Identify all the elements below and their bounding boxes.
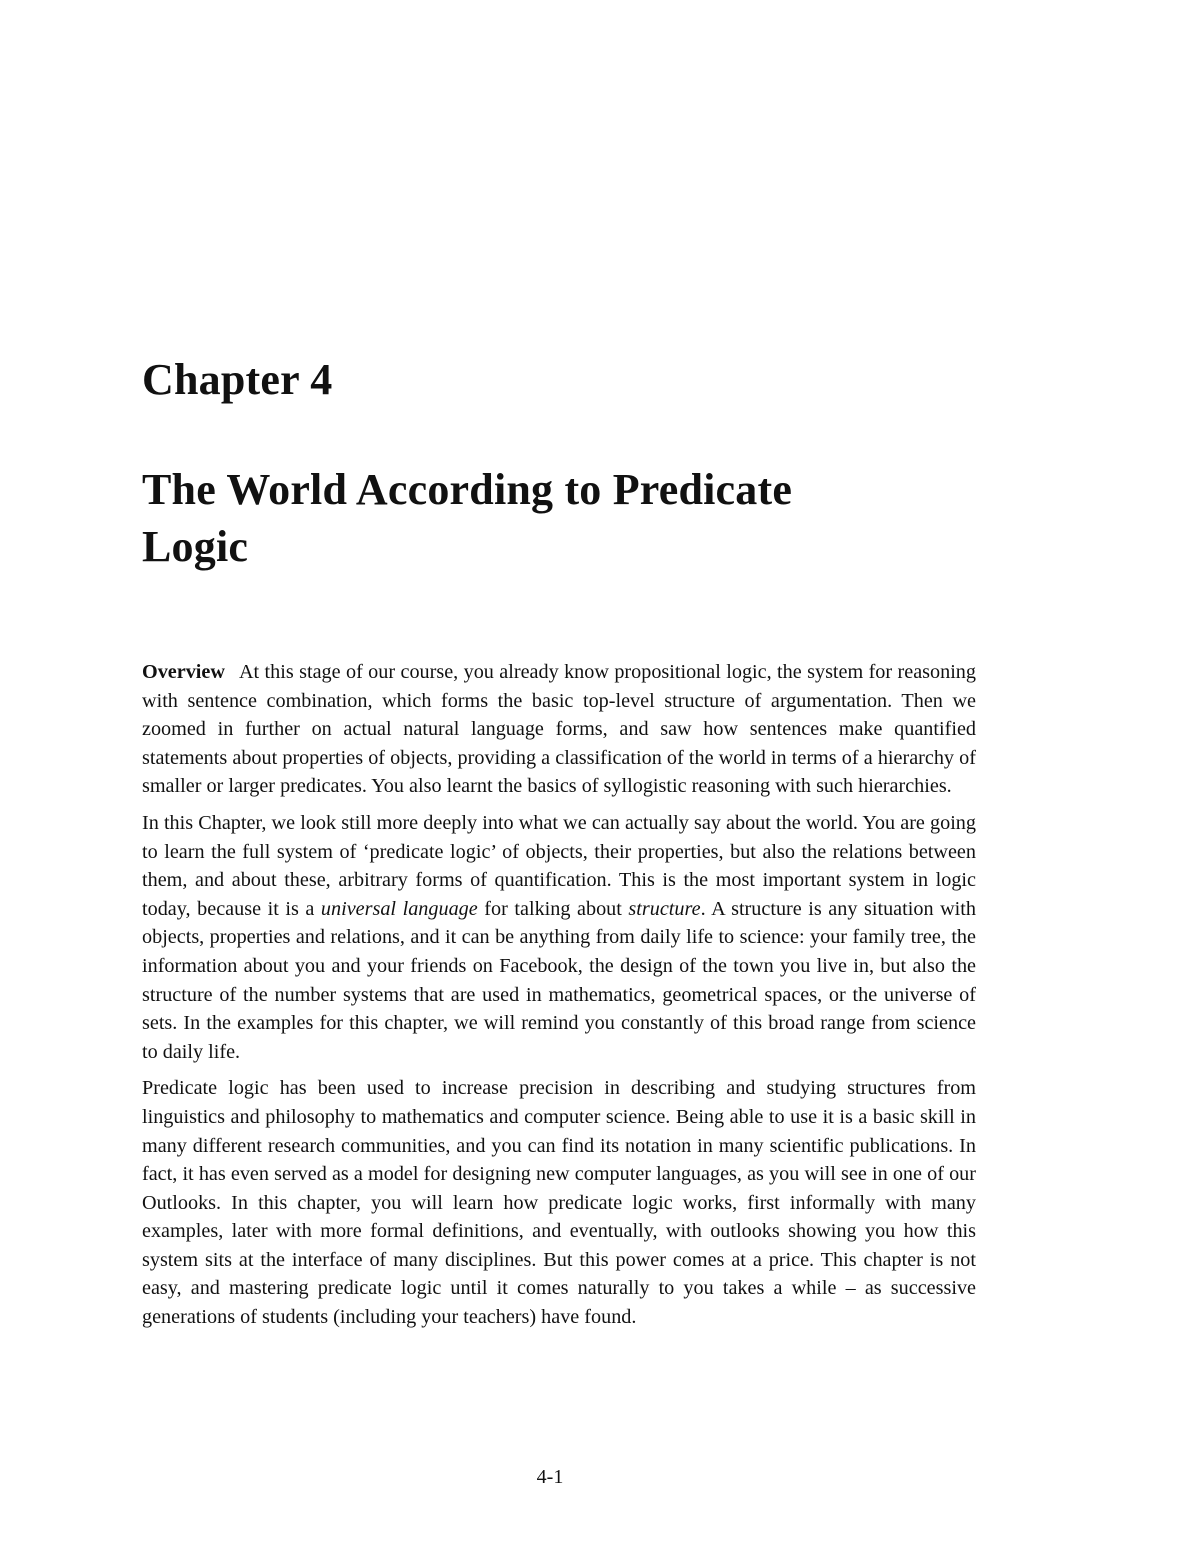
chapter-title-line-2: Logic [142,522,249,571]
page-number: 4-1 [536,1466,564,1488]
structure-paragraph-text-a: In this Chapter, we look still more deeply into what we can actually say about the world. You are going to learn the full system of ‘predicate logic’ of objects, their properties, but also the relations between them, and about these, arbitrary forms of quantification. This is the most important system in logic today, because it is a [142,811,976,920]
emphasis-structure: structure [628,897,701,920]
chapter-title-line-1: The World According to Predicate [142,465,793,514]
emphasis-universal-language: universal language [320,897,478,920]
structure-paragraph-text-c: . A structure is any situation with objects, properties and relations, and it can be anything from daily life to science: your family tree, the information about you and your friends on Facebook, the design of the town you live in, but also the structure of the number systems that are used in mathematics, geometrical spaces, or the universe of sets. In the examples for this chapter, we will remind you constantly of this broad range from science to daily life. [142,897,976,1063]
predicate-logic-paragraph: Predicate logic has been used to increase precision in describing and studying structures from linguistics and philosophy to mathematics and computer science. Being able to use it is a basic skill in many different research communities, and you can find its notation in many scientific publications. In fact, it has even served as a model for designing new computer languages, as you will see in one of our Outlooks. In this chapter, you will learn how predicate logic works, first informally with many examples, later with more formal definitions, and eventually, with outlooks showing you how this system sits at the interface of many disciplines. But this power comes at a price. This chapter is not easy, and mastering predicate logic until it comes naturally to you takes a while – as successive generations of students (including your teachers) have found. [142,1077,976,1329]
structure-paragraph-text-b: for talking about [477,897,629,920]
chapter-body [142,658,976,1340]
overview-paragraph-text: At this stage of our course, you already know propositional logic, the system for reasoning with sentence combination, which forms the basic top-level structure of argumentation. Then we zoomed in further on actual natural language forms, and saw how sentences make quantified statements about properties of objects, providing a classification of the world in terms of a hierarchy of smaller or larger predicates. You also learnt the basics of syllogistic reasoning with such hierarchies. [142,661,976,798]
overview-heading: Overview [142,661,225,683]
structure-paragraph [142,809,976,1066]
chapter-label: Chapter 4 [142,355,333,404]
overview-paragraph [142,658,976,801]
chapter-title [142,461,1002,575]
